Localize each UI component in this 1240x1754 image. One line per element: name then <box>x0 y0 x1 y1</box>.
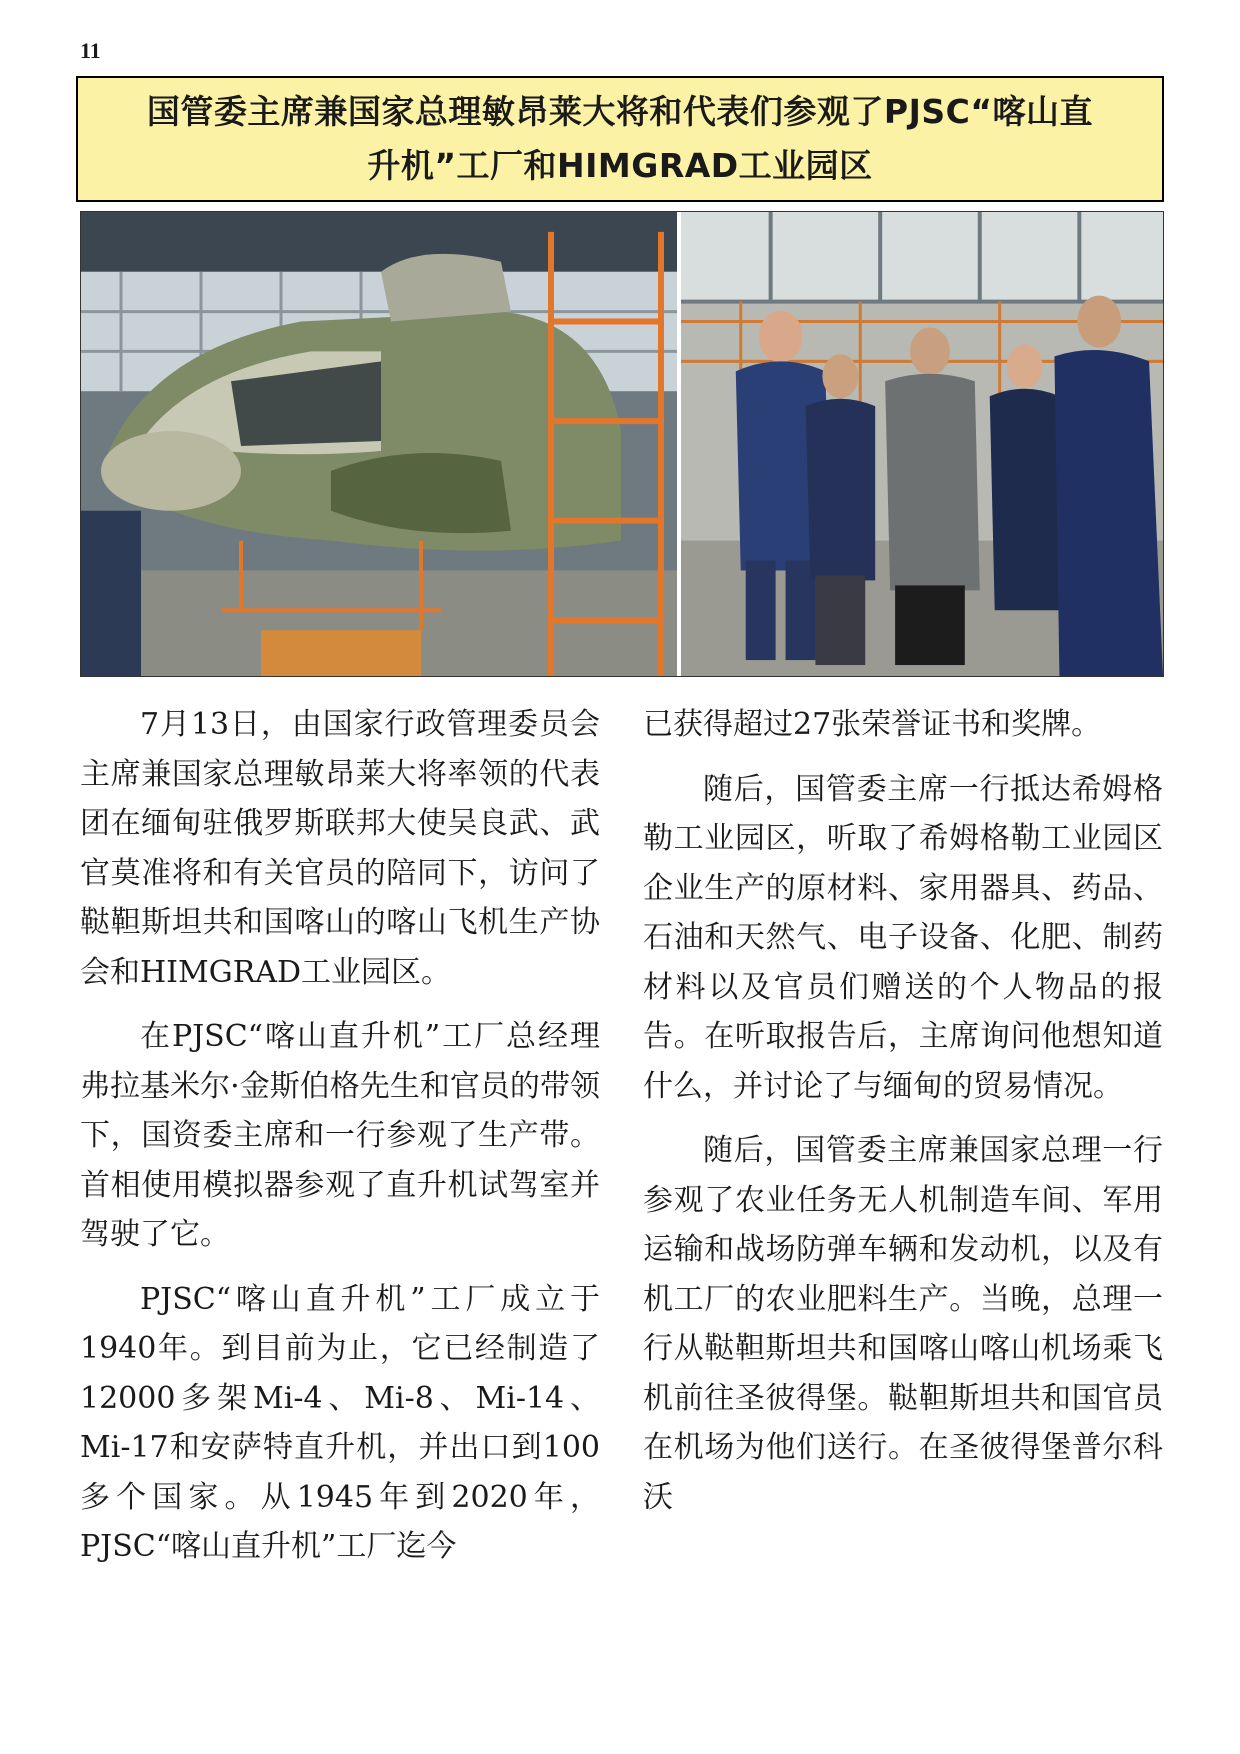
delegation-visit-photo <box>681 212 1163 676</box>
helicopter-factory-photo <box>81 212 677 676</box>
page-number: 11 <box>80 38 101 63</box>
body-paragraph: 随后，国管委主席兼国家总理一行参观了农业任务无人机制造车间、军用运输和战场防弹车辆和发动机，以及有机工厂的农业肥料生产。当晚，总理一行从鞑靼斯坦共和国喀山喀山机场乘飞机前往圣彼得堡。鞑靼斯坦共和国官员在机场为他们送行。在圣彼得堡普尔科沃 <box>643 1133 1163 1515</box>
body-paragraph: PJSC“喀山直升机”工厂成立于1940年。到目前为止，它已经制造了12000多架Mi-4、Mi-8、Mi-14、Mi-17和安萨特直升机，并出口到100多个国家。从1945年到2020年，PJSC“喀山直升机”工厂迄今 <box>80 1281 600 1564</box>
article-title-line-1: 国管委主席兼国家总理敏昂莱大将和代表们参观了PJSC“喀山直 <box>146 92 1094 131</box>
article-title-box <box>76 76 1164 202</box>
article-title-line-2: 升机”工厂和HIMGRAD工业园区 <box>367 146 873 185</box>
body-paragraph: 在PJSC“喀山直升机”工厂总经理弗拉基米尔·金斯伯格先生和官员的带领下，国资委主席和一行参观了生产带。首相使用模拟器参观了直升机试驾室并驾驶了它。 <box>80 1019 600 1252</box>
body-paragraph: 7月13日，由国家行政管理委员会主席兼国家总理敏昂莱大将率领的代表团在缅甸驻俄罗斯联邦大使吴良武、武官莫准将和有关官员的陪同下，访问了鞑靼斯坦共和国喀山的喀山飞机生产协会和HIMGRAD工业园区。 <box>80 707 600 990</box>
right-text-column <box>643 700 1163 1537</box>
body-paragraph: 随后，国管委主席一行抵达希姆格勒工业园区，听取了希姆格勒工业园区企业生产的原材料、家用器具、药品、石油和天然气、电子设备、化肥、制药材料以及官员们赠送的个人物品的报告。在听取报告后，主席询问他想知道什么，并讨论了与缅甸的贸易情况。 <box>643 771 1163 1104</box>
body-paragraph-continued: 已获得超过27张荣誉证书和奖牌。 <box>643 707 1102 742</box>
left-text-column <box>80 700 600 1587</box>
photo-strip <box>80 211 1164 677</box>
